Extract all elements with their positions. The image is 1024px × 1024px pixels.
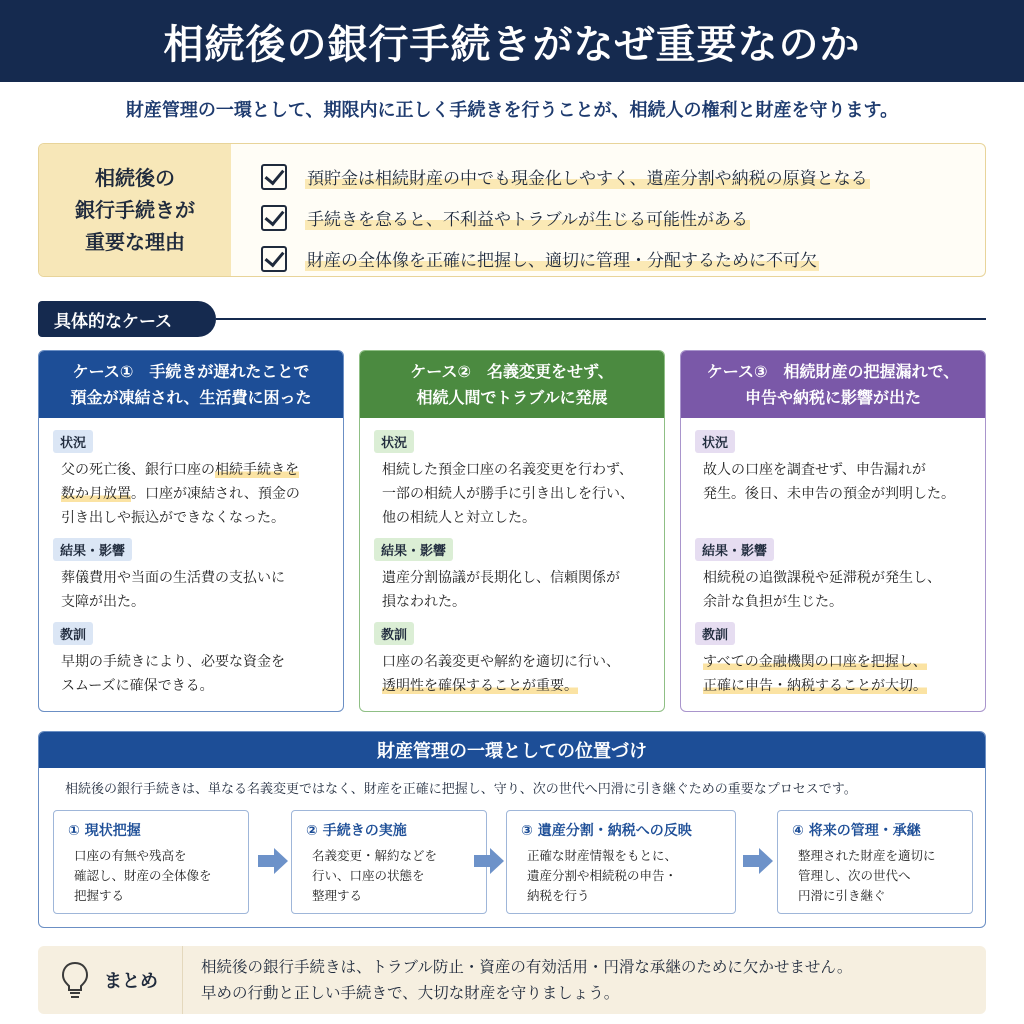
text-segment: 早期の手続きにより、必要な資金を (61, 654, 285, 670)
text-segment: 引き出しや振込ができなくなった。 (61, 510, 285, 526)
result-text (703, 566, 971, 614)
highlighted-text: 正確に申告・納税することが大切。 (703, 678, 927, 694)
step-line: 遺産分割や相続税の申告・ (527, 868, 678, 883)
reasons-label (39, 144, 231, 276)
step-line: 整理された財産を適切に (798, 848, 936, 863)
step-line: 把握する (74, 888, 125, 903)
section-divider (216, 318, 986, 320)
arrow-right-icon (741, 846, 775, 876)
step-title: ① 現状把握 (68, 823, 141, 839)
highlighted-text: すべての金融機関の口座を把握し、 (703, 654, 927, 670)
arrow-right-icon (256, 846, 290, 876)
checkbox-checked-icon (261, 246, 287, 272)
situation-tag: 状況 (695, 430, 735, 453)
page-subtitle: 財産管理の一環として、期限内に正しく手続きを行うことが、相続人の権利と財産を守ります。 (125, 100, 899, 121)
highlighted-text: 相続手続きを (215, 462, 299, 478)
text-segment: 発生。後日、未申告の預金が判明した。 (703, 486, 955, 502)
checkbox-checked-icon (261, 164, 287, 190)
reasons-label-line: 銀行手続きが (75, 198, 195, 222)
step-line: 正確な財産情報をもとに、 (527, 848, 678, 863)
header-bar (0, 0, 1024, 82)
result-text (61, 566, 329, 614)
step-line: 整理する (312, 888, 363, 903)
lesson-tag: 教訓 (695, 622, 735, 645)
process-step-4 (777, 810, 973, 914)
case-card-1 (38, 350, 344, 712)
process-steps (53, 810, 973, 916)
step-title: ③ 遺産分割・納税への反映 (521, 823, 692, 839)
case-title-line: ケース① 手続きが遅れたことで (72, 362, 310, 381)
text-segment: 余計な負担が生じた。 (703, 594, 843, 610)
reason-item (261, 156, 985, 197)
result-tag: 結果・影響 (374, 538, 453, 561)
summary-line: 早めの行動と正しい手続きで、大切な財産を守りましょう。 (201, 984, 620, 1002)
lesson-text (703, 650, 971, 698)
reason-text: 手続きを怠ると、不利益やトラブルが生じる可能性がある (305, 205, 750, 230)
text-segment: 一部の相続人が勝手に引き出しを行い、 (382, 486, 634, 502)
text-segment: 損なわれた。 (382, 594, 466, 610)
result-text (382, 566, 650, 614)
case-title (681, 351, 985, 418)
case-title (39, 351, 343, 418)
summary-text (183, 954, 852, 1006)
reasons-list (231, 144, 985, 276)
reasons-label-line: 重要な理由 (85, 230, 185, 254)
case-card-3 (680, 350, 986, 712)
situation-tag: 状況 (374, 430, 414, 453)
lesson-text (382, 650, 650, 698)
position-panel (38, 731, 986, 928)
situation-text (61, 458, 329, 530)
step-line: 管理し、次の世代へ (798, 868, 911, 883)
step-text (306, 846, 474, 906)
page-title: 相続後の銀行手続きがなぜ重要なのか (163, 21, 861, 68)
case-title-line: ケース③ 相続財産の把握漏れで、 (706, 362, 960, 381)
case-body (39, 418, 343, 698)
cases-section-header (38, 301, 986, 337)
step-line: 名義変更・解約などを (312, 848, 438, 863)
result-tag: 結果・影響 (695, 538, 774, 561)
situation-text (703, 458, 971, 506)
step-line: 行い、口座の状態を (312, 868, 425, 883)
reason-text: 財産の全体像を正確に把握し、適切に管理・分配するために不可欠 (305, 246, 819, 271)
case-title (360, 351, 664, 418)
summary-box (38, 946, 986, 1014)
reason-text: 預貯金は相続財産の中でも現金化しやすく、遺産分割や納税の原資となる (305, 164, 870, 189)
position-description: 相続後の銀行手続きは、単なる名義変更ではなく、財産を正確に把握し、守り、次の世代へ円滑に引き継ぐための重要なプロセスです。 (65, 782, 857, 797)
text-segment: 遺産分割協議が長期化し、信頼関係が (382, 570, 620, 586)
summary-line: 相続後の銀行手続きは、トラブル防止・資産の有効活用・円滑な承継のために欠かせません。 (201, 958, 853, 976)
case-card-2 (359, 350, 665, 712)
step-line: 口座の有無や残高を (74, 848, 187, 863)
case-title-line: 申告や納税に影響が出た (744, 388, 921, 407)
case-title-line: 預金が凍結され、生活費に困った (70, 388, 312, 407)
cases-section-label: 具体的なケース (38, 301, 216, 337)
case-title-line: 相続人間でトラブルに発展 (416, 388, 608, 407)
reason-item (261, 197, 985, 238)
step-text (68, 846, 236, 906)
process-step-1 (53, 810, 249, 914)
step-line: 納税を行う (527, 888, 590, 903)
text-segment: 相続税の追徴課税や延滞税が発生し、 (703, 570, 941, 586)
result-tag: 結果・影響 (53, 538, 132, 561)
text-segment: 口座の名義変更や解約を適切に行い、 (382, 654, 620, 670)
step-text (521, 846, 723, 906)
text-segment: スムーズに確保できる。 (61, 678, 214, 694)
text-segment: 相続した預金口座の名義変更を行わず、 (382, 462, 633, 478)
highlighted-text: 数か月放置 (61, 486, 131, 502)
lesson-text (61, 650, 329, 698)
situation-tag: 状況 (53, 430, 93, 453)
case-body (681, 418, 985, 698)
summary-label-area (38, 946, 183, 1014)
highlighted-text: 透明性を確保することが重要。 (382, 678, 578, 694)
lesson-tag: 教訓 (53, 622, 93, 645)
checkbox-checked-icon (261, 205, 287, 231)
step-title: ④ 将来の管理・承継 (792, 823, 921, 839)
case-body (360, 418, 664, 698)
process-step-3 (506, 810, 736, 914)
case-title-line: ケース② 名義変更をせず、 (410, 362, 614, 381)
arrow-right-icon (472, 846, 506, 876)
reasons-label-line: 相続後の (95, 166, 175, 190)
text-segment: 支障が出た。 (61, 594, 145, 610)
position-title: 財産管理の一環としての位置づけ (39, 732, 985, 768)
text-segment: 他の相続人と対立した。 (382, 510, 536, 526)
step-line: 円滑に引き継ぐ (798, 888, 886, 903)
reason-item (261, 238, 985, 277)
reasons-box (38, 143, 986, 277)
situation-text (382, 458, 650, 530)
step-text (792, 846, 960, 906)
lightbulb-icon (60, 960, 90, 1000)
lesson-tag: 教訓 (374, 622, 414, 645)
text-segment: 。口座が凍結され、預金の (131, 486, 300, 502)
text-segment: 故人の口座を調査せず、申告漏れが (703, 462, 926, 478)
text-segment: 父の死亡後、銀行口座の (61, 462, 215, 478)
process-step-2 (291, 810, 487, 914)
step-line: 確認し、財産の全体像を (74, 868, 212, 883)
text-segment: 葬儀費用や当面の生活費の支払いに (61, 570, 285, 586)
step-title: ② 手続きの実施 (306, 823, 407, 839)
summary-label: まとめ (104, 971, 158, 992)
